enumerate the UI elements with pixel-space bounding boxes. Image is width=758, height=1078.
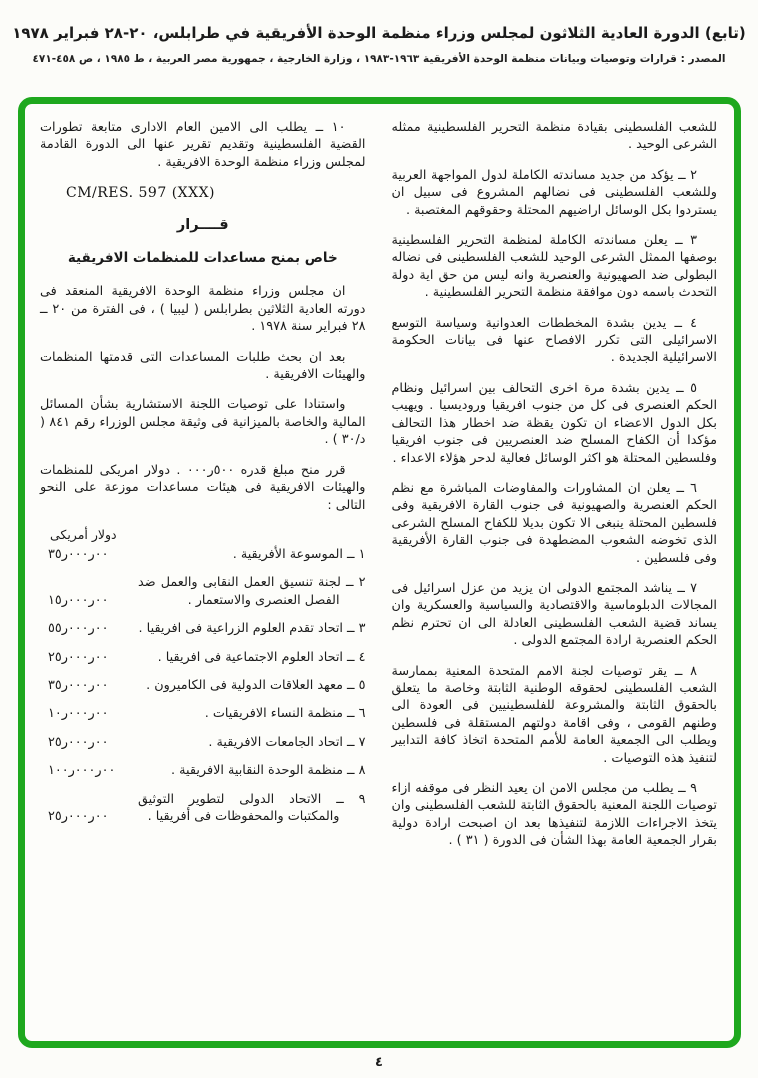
two-column-layout [25,104,734,1041]
grant-amount: ٢٥ر٠٠٠ر٠٠ [48,808,109,824]
grant-organization: ٣ ــ اتحاد تقدم العلوم الزراعية فى افريقيا . [138,621,366,637]
grant-organization: ٤ ــ اتحاد العلوم الاجتماعية فى افريقيا . [157,649,366,665]
currency-column-header: دولار أمريكى [50,526,117,542]
grant-row [40,574,366,609]
grant-organization: ٥ ــ معهد العلاقات الدولية فى الكاميرون . [146,677,366,693]
preamble-advisory-committee: واستنادا على توصيات اللجنة الاستشارية بشأن المسائل المالية والخاصة بالميزانية فى وثيقة مجلس الوزراء رقم ٨٤١ ( د/٣٠ ) . [40,397,366,448]
grant-organization: ٢ ــ لجنة تنسيق العمل النقابى والعمل ضد الفصل العنصرى والاستعمار . [138,575,366,608]
grant-row [40,649,366,666]
grant-amount: ٥٥ر٠٠٠ر٠٠ [48,621,109,637]
grant-row [40,705,366,722]
grant-amount: ٣٥ر٠٠٠ر٠٠ [48,677,109,693]
paragraph-2: ٢ ــ يؤكد من جديد مساندته الكاملة لدول المواجهة العربية وللشعب الفلسطينى فى نضالهم المشروع فى سبيل ان يستردوا بكل الوسائل اراضيهم المحتلة وحقوقهم المغتصبة . [391,167,717,218]
resolution-code: CM/RES. 597 (XXX) [66,185,216,202]
grant-list [40,546,366,825]
grant-organization: ٨ ــ منظمة الوحدة النقابية الافريقية . [171,763,366,779]
grant-organization: ٩ ــ الاتحاد الدولى لتطوير التوثيق والمكتبات والمحفوظات فى أفريقيا . [138,791,366,824]
grant-row [40,546,366,563]
grant-amount: ١٠ر٠٠٠ر٠٠ [48,706,109,722]
grant-row [40,734,366,751]
page-header [0,24,758,65]
grant-amount: ٣٥ر٠٠٠ر٠٠ [48,546,109,562]
paragraph-3: ٣ ــ يعلن مساندته الكاملة لمنظمة التحرير الفلسطينية بوصفها الممثل الشرعى الوحيد للشعب الفلسطينى فى نضاله البطولى ضد الصهيونية والعنصرية وانه ليس من حق اية دولة التحدث باسمه دون موافقة منظمة التحرير الفلسطينية . [391,233,717,301]
grant-row [40,620,366,637]
grant-amount: ٢٥ر٠٠٠ر٠٠ [48,734,109,750]
grant-amount: ١٠٠ر٠٠٠ر٠٠ [48,763,116,779]
grant-amount: ٢٥ر٠٠٠ر٠٠ [48,649,109,665]
paragraph-10: ١٠ ــ يطلب الى الامين العام الادارى متابعة تطورات القضية الفلسطينية وتقديم تقرير عنها الى الدورة القادمة لمجلس وزراء منظمة الوحدة الافريقية . [40,120,366,170]
grant-row [40,762,366,779]
grant-amount: ١٥ر٠٠٠ر٠٠ [48,592,109,608]
grant-organization: ١ ــ الموسوعة الأفريقية . [232,546,366,562]
paragraph-4: ٤ ــ يدين بشدة المخططات العدوانية وسياسة التوسع الاسرائيلى التى تكرر الافصاح عنها فى بيانات الحكومة الاسرائيلية الجديدة . [391,315,717,366]
operative-grant-decision: قرر منح مبلغ قدره ٥٠٠ر٠٠٠ . دولار امريكى للمنظمات والهيئات الافريقية فى هيئات مساعدات موزعة على النحو التالى : [40,462,366,513]
page-number: ٤ [375,1055,383,1070]
document-source-line: المصدر : قرارات وتوصيات وبيانات منظمة الوحدة الأفريقية ١٩٦٣-١٩٨٣ ، وزارة الخارجية ، جمهورية مصر العربية ، ط ١٩٨٥ ، ص ٤٥٨-٤٧١ [32,53,726,65]
grant-organization: ٧ ــ اتحاد الجامعات الافريقية . [208,734,366,750]
document-title: (تابع) الدورة العادية الثلاثون لمجلس وزراء منظمة الوحدة الأفريقية في طرابلس، ٢٠-٢٨ فبراير ١٩٧٨ [12,24,746,42]
resolution-heading: قــــرار [176,216,229,233]
paragraph-9: ٩ ــ يطلب من مجلس الامن ان يعيد النظر فى موقفه ازاء توصيات اللجنة المعنية بالحقوق الثابتة للشعب الفلسطينى وان يتخذ الاجراءات اللازمة لتنفيذها بعد ان اصبحت ارادة دولية بقرار الجمعية العامة بهذا الشأن فى الدورة ( ٣١ ) . [391,781,717,849]
preamble-session: ان مجلس وزراء منظمة الوحدة الافريقية المنعقد فى دورته العادية الثلاثين بطرابلس ( ليبيا ) ، فى الفترة من ٢٠ ــ ٢٨ فبراير سنة ١٩٧٨ . [40,284,366,335]
grant-row [40,677,366,694]
paragraph-continuation: للشعب الفلسطينى بقيادة منظمة التحرير الفلسطينية ممثله الشرعى الوحيد . [391,120,717,153]
column-right [392,119,718,1031]
grant-organization: ٦ ــ منظمة النساء الافريقيات . [204,706,366,722]
paragraph-6: ٦ ــ يعلن ان المشاورات والمفاوضات المباشرة مع نظم الحكم العنصرية والصهيونية فى جنوب القارة الافريقية وفى فلسطين المحتلة ينبغى الا تكون بديلا للكفاح المسلح الشرعى الذى تخوضه الشعوب المضطهدة فى جنوب القارة الأفريقية وفى فلسطين . [391,480,717,566]
green-border-frame [18,97,741,1048]
preamble-requests: بعد ان بحث طلبات المساعدات التى قدمتها المنظمات والهيئات الافريقية . [40,349,366,383]
resolution-subheading: خاص بمنح مساعدات للمنظمات الافريقية [67,250,338,267]
paragraph-7: ٧ ــ يناشد المجتمع الدولى ان يزيد من عزل اسرائيل فى المجالات الدبلوماسية والاقتصادية والسياسية والعسكرية وان يساند قضية الشعب الفلسطينى العادلة الى ان تحترم نظم الحكم العنصرية ارادة المجتمع الدولى . [391,580,717,649]
column-left [40,119,366,1031]
grant-row [40,791,366,826]
paragraph-5: ٥ ــ يدين بشدة مرة اخرى التحالف بين اسرائيل ونظام الحكم العنصرى فى كل من جنوب افريقيا وروديسيا . ويهيب بكل الدول الاعضاء ان تكون يقظة ضد اخطار هذا التحالف مؤكدا أن الكفاح المسلح ضد العنصريين فى جنوب افريقيا وفلسطين المحتلة هو اكثر الوسائل فعالية لدحر هؤلاء الاعداء . [391,380,717,466]
paragraph-8: ٨ ــ يقر توصيات لجنة الامم المتحدة المعنية بممارسة الشعب الفلسطينى لحقوقه الوطنية الثابتة وخاصة ما يتعلق بالحقوق الثابتة والمشروعة للفلسطينيين فى العودة الى وطنهم القومى ، وفى اقامة دولتهم المستقلة فى فلسطين ويطلب الى الجمعية العامة للأمم المتحدة اتخاذ كافة التدابير لتنفيذ هذه التوصيات . [391,663,717,766]
